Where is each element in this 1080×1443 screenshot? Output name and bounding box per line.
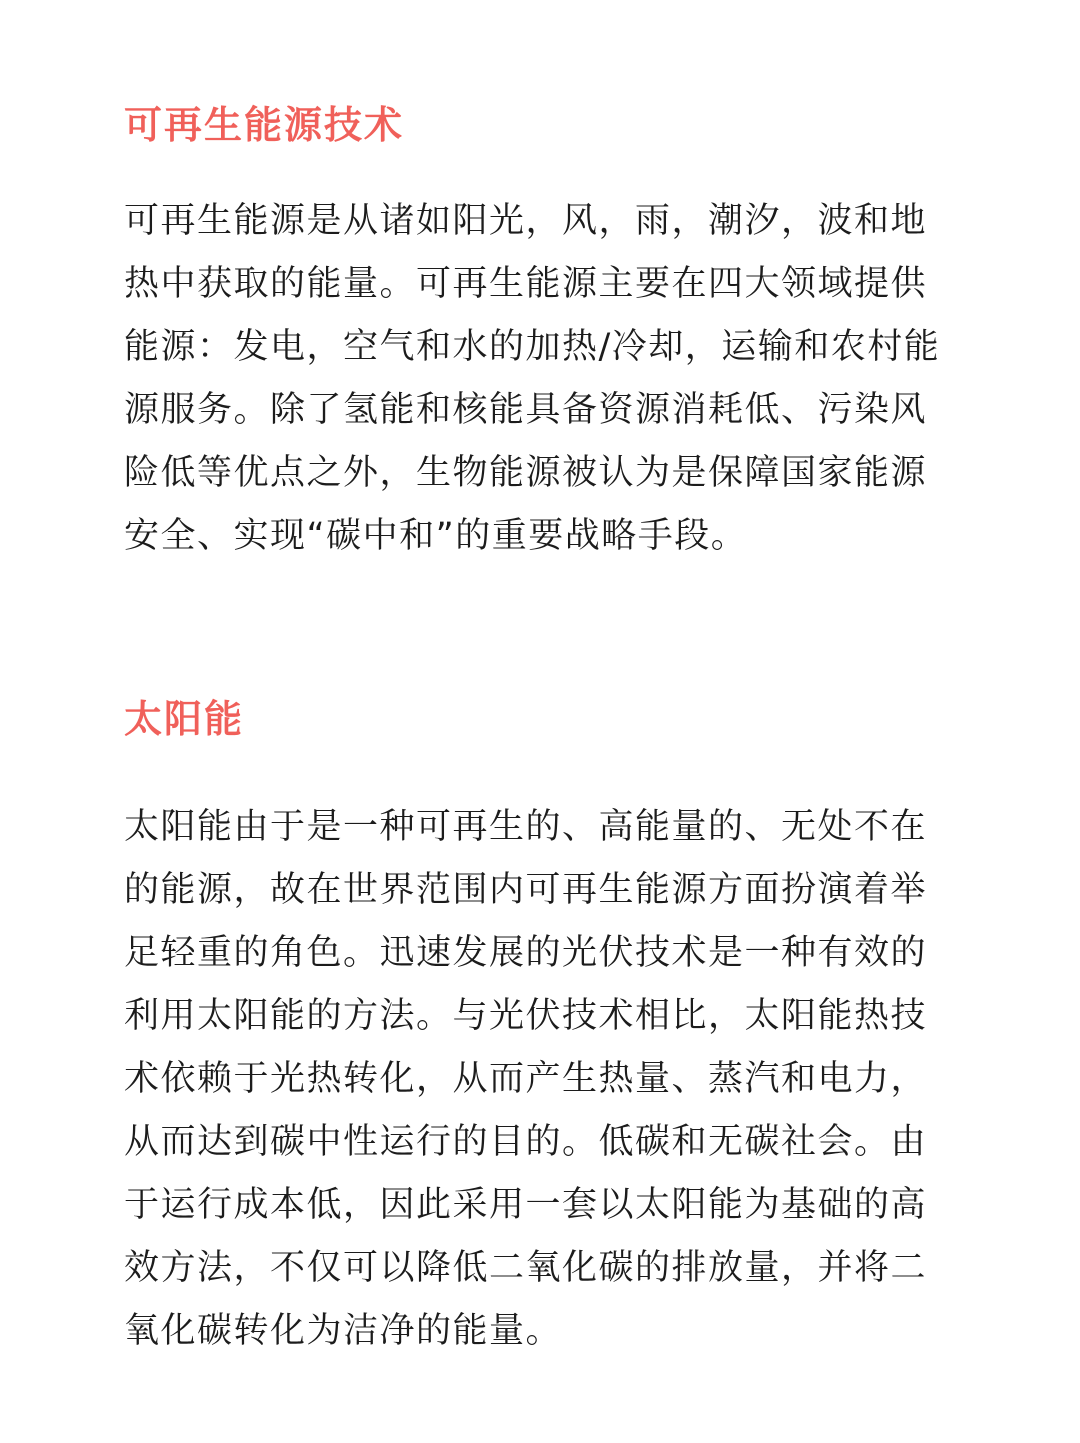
section-heading-renewable-energy: 可再生能源技术 [124, 103, 405, 147]
section-body-renewable-energy: 可再生能源是从诸如阳光，风，雨，潮汐，波和地热中获取的能量。可再生能源主要在四大领域提供能源：发电，空气和水的加热/冷却，运输和农村能源服务。除了氢能和核能具备资源消耗低、污染风险低等优点之外，生物能源被认为是保障国家能源安全、实现“碳中和”的重要战略手段。 [124, 201, 941, 556]
section-heading-solar-energy: 太阳能 [124, 697, 245, 741]
section-body-solar-energy: 太阳能由于是一种可再生的、高能量的、无处不在的能源，故在世界范围内可再生能源方面扮演着举足轻重的角色。迅速发展的光伏技术是一种有效的利用太阳能的方法。与光伏技术相比，太阳能热技术依赖于光热转化，从而产生热量、蒸汽和电力，从而达到碳中性运行的目的。低碳和无碳社会。由于运行成本低，因此采用一套以太阳能为基础的高效方法，不仅可以降低二氧化碳的排放量，并将二氧化碳转化为洁净的能量。 [124, 807, 928, 1351]
